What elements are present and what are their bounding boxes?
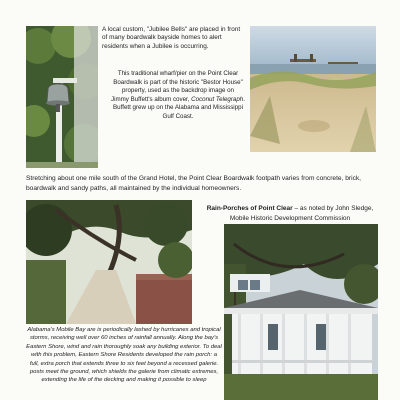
oak-path-photo (26, 200, 192, 324)
mobile-bay-caption (26, 326, 222, 400)
wharf-text-1: This traditional wharf/pier on the Point Clear Boardwalk is part of the historic "Bestor House" property, used as the backdrop image on (113, 70, 243, 95)
album-title: Coconut Telegraph (191, 95, 244, 103)
wharf-text-3: . Buffett grew up on the Alabama and Mississippi Gulf Coast. (113, 95, 245, 120)
rain-porches-title: Rain-Porches of Point Clear (206, 205, 293, 212)
mobile-bay-text: Alabama's Mobile Bay are is periodically lashed by hurricanes and tropical storms, receiving well over 60 inches of rainfall annually. Along the bay's Eastern Shore, wind and rain thoroughly soak any building exterior. To deal with this problem, Eastern Shore Residents developed the rain porch: a full, extra porch that extends three to six feet beyond a recessed galerie. posts meet the ground, which shields the galerie from climatic extremes, extending the life of the decking and making it possible to sleep (26, 327, 222, 384)
jubilee-bells-text: A local custom, "Jubilee Bells" are placed in front of many boardwalk bayside homes to alert residents when a Jubilee is occurring. (102, 26, 241, 50)
rain-porches-text: – as noted by John Sledge, Mobile Historic Development Commission (229, 205, 374, 222)
wharf-caption (108, 70, 248, 122)
boardwalk-text: Stretching about one mile south of the Grand Hotel, the Point Clear Boardwalk footpath varies from concrete, brick, boardwalk and sandy paths, all maintained by the individual homeowners. (26, 175, 361, 192)
jubilee-bell-photo (26, 26, 98, 168)
rain-porch-house-photo (224, 224, 378, 400)
jubilee-bells-caption (102, 26, 247, 51)
boardwalk-caption (26, 174, 378, 194)
rain-porches-caption (200, 204, 380, 223)
wharf-pier-photo (250, 26, 376, 152)
wharf-text-2: Jimmy Buffett's album cover, (111, 95, 192, 103)
